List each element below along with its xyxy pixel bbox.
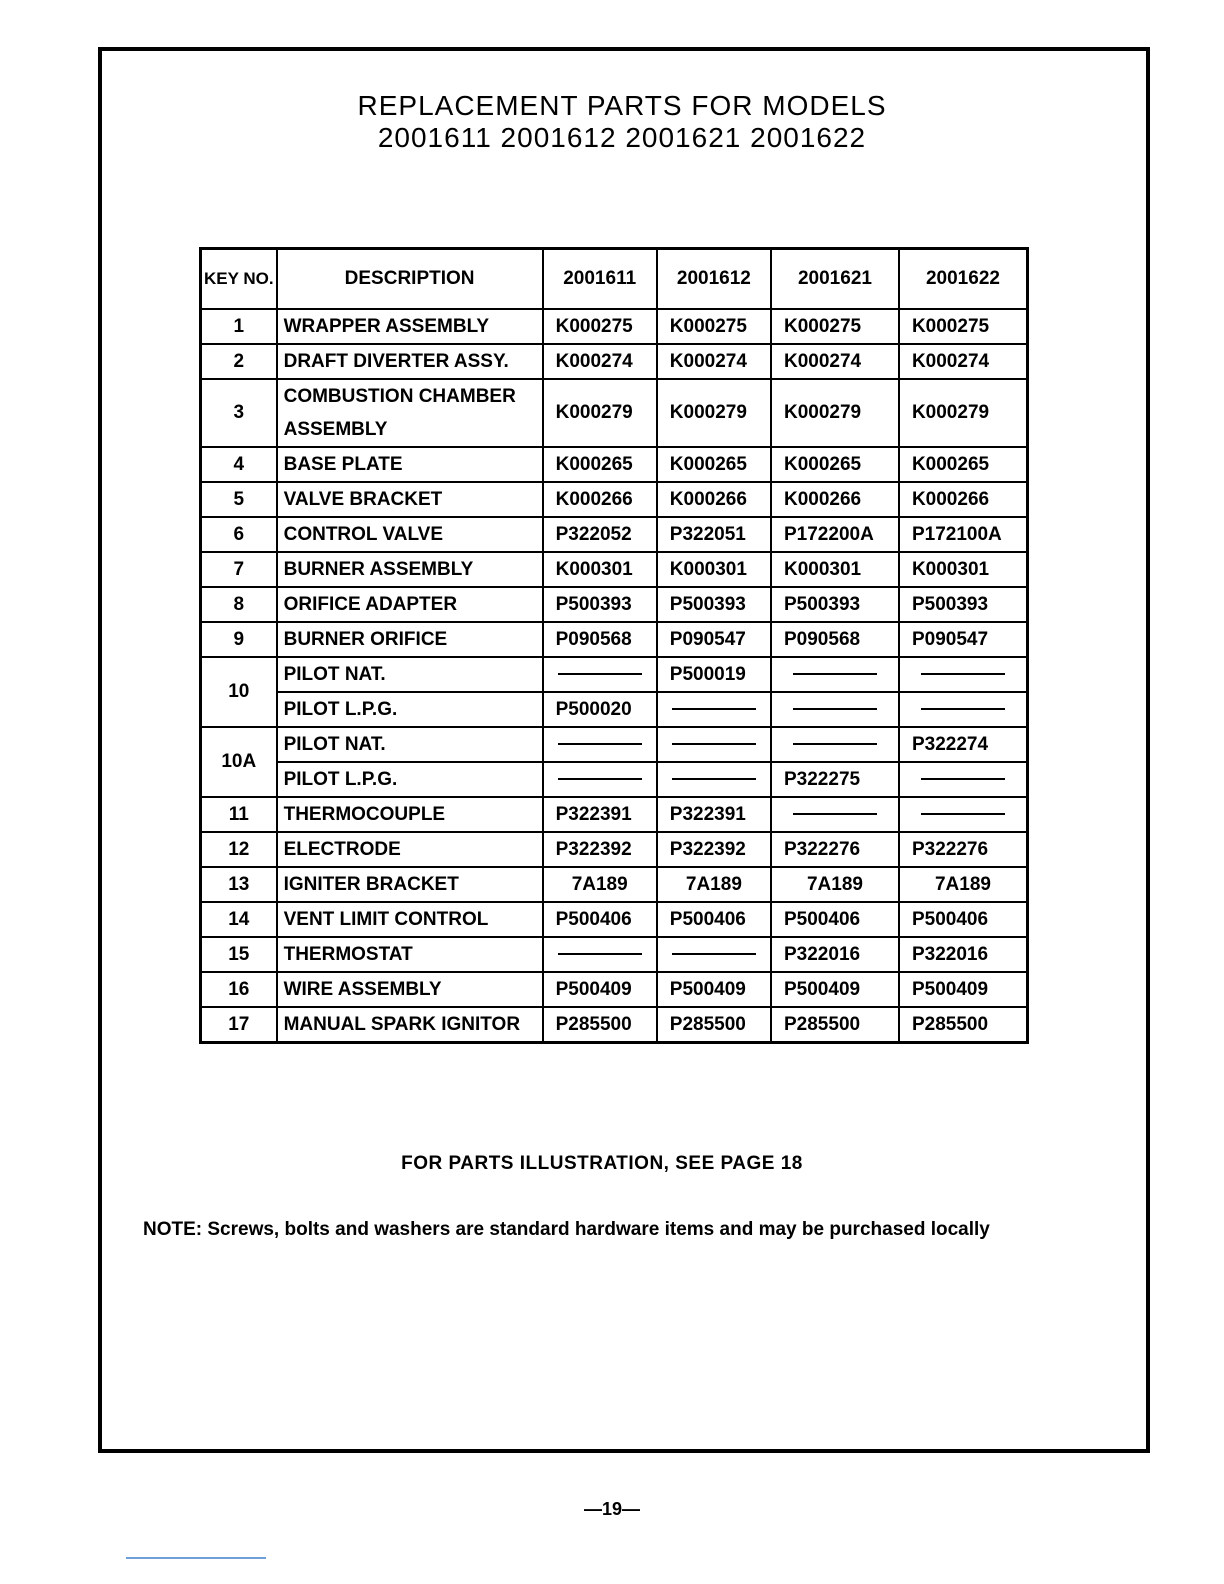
key-number-cell: 12 xyxy=(201,832,277,867)
part-number-cell: P500406 xyxy=(543,902,657,937)
part-number-cell: P500409 xyxy=(771,972,899,1007)
part-number-cell: P500019 xyxy=(657,657,771,692)
part-number-cell: K000274 xyxy=(543,344,657,379)
description-cell: DRAFT DIVERTER ASSY. xyxy=(277,344,543,379)
part-number-cell xyxy=(899,797,1028,832)
part-number-cell: P322016 xyxy=(899,937,1028,972)
part-number-cell: K000266 xyxy=(657,482,771,517)
not-applicable-dash xyxy=(672,778,756,780)
not-applicable-dash xyxy=(558,673,642,675)
table-row xyxy=(201,797,1028,832)
part-number-cell xyxy=(899,657,1028,692)
part-number-cell: P172100A xyxy=(899,517,1028,552)
key-number-cell: 3 xyxy=(201,379,277,447)
table-row xyxy=(201,379,1028,447)
part-number-cell: K000274 xyxy=(899,344,1028,379)
table-row xyxy=(201,587,1028,622)
key-number-cell: 6 xyxy=(201,517,277,552)
header-description: DESCRIPTION xyxy=(277,249,543,310)
table-row xyxy=(201,622,1028,657)
table-row xyxy=(201,867,1028,902)
key-number-cell: 17 xyxy=(201,1007,277,1043)
key-number-cell: 2 xyxy=(201,344,277,379)
header-model-2001621: 2001621 xyxy=(771,249,899,310)
not-applicable-dash xyxy=(558,743,642,745)
part-number-cell: P285500 xyxy=(543,1007,657,1043)
description-cell: VENT LIMIT CONTROL xyxy=(277,902,543,937)
part-number-cell xyxy=(771,727,899,762)
part-number-cell: P500406 xyxy=(899,902,1028,937)
description-cell: PILOT L.P.G. xyxy=(277,692,543,727)
part-number-cell: P322051 xyxy=(657,517,771,552)
not-applicable-dash xyxy=(921,778,1005,780)
table-row xyxy=(201,692,1028,727)
part-number-cell: P090568 xyxy=(771,622,899,657)
part-number-cell xyxy=(899,692,1028,727)
part-number-cell: P285500 xyxy=(771,1007,899,1043)
table-row xyxy=(201,937,1028,972)
key-number-cell: 1 xyxy=(201,309,277,344)
part-number-cell: P322276 xyxy=(899,832,1028,867)
table-row xyxy=(201,1007,1028,1043)
table-row xyxy=(201,517,1028,552)
key-number-cell: 5 xyxy=(201,482,277,517)
not-applicable-dash xyxy=(921,813,1005,815)
part-number-cell: K000301 xyxy=(899,552,1028,587)
table-row xyxy=(201,344,1028,379)
part-number-cell: P500406 xyxy=(771,902,899,937)
part-number-cell: P322016 xyxy=(771,937,899,972)
part-number-cell: K000275 xyxy=(657,309,771,344)
table-header-row xyxy=(201,249,1028,310)
key-number-cell: 16 xyxy=(201,972,277,1007)
header-model-2001611: 2001611 xyxy=(543,249,657,310)
title-line-1: REPLACEMENT PARTS FOR MODELS xyxy=(357,90,887,121)
table-row xyxy=(201,762,1028,797)
part-number-cell: K000279 xyxy=(771,379,899,447)
part-number-cell: P172200A xyxy=(771,517,899,552)
description-cell: WIRE ASSEMBLY xyxy=(277,972,543,1007)
part-number-cell: 7A189 xyxy=(771,867,899,902)
part-number-cell: K000301 xyxy=(657,552,771,587)
description-cell: IGNITER BRACKET xyxy=(277,867,543,902)
part-number-cell: K000266 xyxy=(899,482,1028,517)
part-number-cell: P500393 xyxy=(899,587,1028,622)
part-number-cell: K000274 xyxy=(771,344,899,379)
page-number: —19— xyxy=(583,1499,641,1519)
not-applicable-dash xyxy=(793,743,877,745)
part-number-cell xyxy=(657,692,771,727)
part-number-cell: P090547 xyxy=(657,622,771,657)
part-number-cell: P500393 xyxy=(543,587,657,622)
page-title xyxy=(0,90,1224,154)
part-number-cell: K000279 xyxy=(543,379,657,447)
part-number-cell xyxy=(543,727,657,762)
part-number-cell: P500393 xyxy=(657,587,771,622)
not-applicable-dash xyxy=(793,673,877,675)
description-cell: WRAPPER ASSEMBLY xyxy=(277,309,543,344)
part-number-cell: P285500 xyxy=(657,1007,771,1043)
key-number-cell: 11 xyxy=(201,797,277,832)
description-cell: VALVE BRACKET xyxy=(277,482,543,517)
table-row xyxy=(201,309,1028,344)
part-number-cell: K000274 xyxy=(657,344,771,379)
part-number-cell: P500020 xyxy=(543,692,657,727)
part-number-cell xyxy=(771,692,899,727)
not-applicable-dash xyxy=(672,953,756,955)
not-applicable-dash xyxy=(793,813,877,815)
description-cell: MANUAL SPARK IGNITOR xyxy=(277,1007,543,1043)
part-number-cell: P500393 xyxy=(771,587,899,622)
part-number-cell: P500409 xyxy=(657,972,771,1007)
not-applicable-dash xyxy=(672,708,756,710)
part-number-cell: P322392 xyxy=(543,832,657,867)
part-number-cell xyxy=(899,762,1028,797)
table-row xyxy=(201,727,1028,762)
part-number-cell: K000275 xyxy=(543,309,657,344)
part-number-cell xyxy=(771,657,899,692)
key-number-cell: 15 xyxy=(201,937,277,972)
key-number-cell: 4 xyxy=(201,447,277,482)
description-cell: PILOT L.P.G. xyxy=(277,762,543,797)
hardware-note: NOTE: Screws, bolts and washers are standard hardware items and may be purchased locally xyxy=(143,1219,990,1240)
part-number-cell xyxy=(657,727,771,762)
description-cell: BURNER ASSEMBLY xyxy=(277,552,543,587)
title-line-2: 2001611 2001612 2001621 2001622 xyxy=(377,122,867,153)
part-number-cell: P322274 xyxy=(899,727,1028,762)
description-cell: THERMOSTAT xyxy=(277,937,543,972)
part-number-cell: K000265 xyxy=(771,447,899,482)
part-number-cell xyxy=(543,937,657,972)
description-cell: PILOT NAT. xyxy=(277,657,543,692)
description-cell: COMBUSTION CHAMBER ASSEMBLY xyxy=(277,379,543,447)
part-number-cell: P322276 xyxy=(771,832,899,867)
key-number-cell: 14 xyxy=(201,902,277,937)
table-row xyxy=(201,447,1028,482)
part-number-cell xyxy=(657,762,771,797)
table-row xyxy=(201,902,1028,937)
part-number-cell: P322391 xyxy=(543,797,657,832)
key-number-cell: 10A xyxy=(201,727,277,797)
part-number-cell: 7A189 xyxy=(899,867,1028,902)
part-number-cell: P322275 xyxy=(771,762,899,797)
part-number-cell xyxy=(543,762,657,797)
footer-rule xyxy=(126,1557,266,1559)
part-number-cell: K000266 xyxy=(543,482,657,517)
part-number-cell: K000265 xyxy=(899,447,1028,482)
table-row xyxy=(201,832,1028,867)
part-number-cell: P500409 xyxy=(543,972,657,1007)
table-row xyxy=(201,482,1028,517)
part-number-cell xyxy=(657,937,771,972)
not-applicable-dash xyxy=(921,708,1005,710)
part-number-cell xyxy=(543,657,657,692)
part-number-cell: K000301 xyxy=(771,552,899,587)
part-number-cell: P322392 xyxy=(657,832,771,867)
not-applicable-dash xyxy=(793,708,877,710)
table-row xyxy=(201,657,1028,692)
part-number-cell: P322391 xyxy=(657,797,771,832)
parts-table-body xyxy=(201,309,1028,1043)
part-number-cell: K000275 xyxy=(771,309,899,344)
description-cell: ORIFICE ADAPTER xyxy=(277,587,543,622)
part-number-cell xyxy=(771,797,899,832)
table-row xyxy=(201,552,1028,587)
part-number-cell: P322052 xyxy=(543,517,657,552)
not-applicable-dash xyxy=(558,778,642,780)
description-cell: BURNER ORIFICE xyxy=(277,622,543,657)
part-number-cell: K000266 xyxy=(771,482,899,517)
key-number-cell: 13 xyxy=(201,867,277,902)
part-number-cell: P500406 xyxy=(657,902,771,937)
part-number-cell: P500409 xyxy=(899,972,1028,1007)
part-number-cell: 7A189 xyxy=(543,867,657,902)
header-key-no: KEY NO. xyxy=(201,249,277,310)
part-number-cell: K000279 xyxy=(657,379,771,447)
part-number-cell: P090547 xyxy=(899,622,1028,657)
part-number-cell: K000301 xyxy=(543,552,657,587)
replacement-parts-table xyxy=(199,247,1029,1044)
description-cell: CONTROL VALVE xyxy=(277,517,543,552)
part-number-cell: 7A189 xyxy=(657,867,771,902)
description-cell: BASE PLATE xyxy=(277,447,543,482)
header-model-2001622: 2001622 xyxy=(899,249,1028,310)
description-cell: PILOT NAT. xyxy=(277,727,543,762)
part-number-cell: K000265 xyxy=(657,447,771,482)
not-applicable-dash xyxy=(558,953,642,955)
part-number-cell: P285500 xyxy=(899,1007,1028,1043)
key-number-cell: 8 xyxy=(201,587,277,622)
part-number-cell: K000279 xyxy=(899,379,1028,447)
illustration-reference: FOR PARTS ILLUSTRATION, SEE PAGE 18 xyxy=(401,1153,803,1174)
not-applicable-dash xyxy=(921,673,1005,675)
description-cell: THERMOCOUPLE xyxy=(277,797,543,832)
key-number-cell: 9 xyxy=(201,622,277,657)
part-number-cell: P090568 xyxy=(543,622,657,657)
header-model-2001612: 2001612 xyxy=(657,249,771,310)
key-number-cell: 7 xyxy=(201,552,277,587)
not-applicable-dash xyxy=(672,743,756,745)
description-cell: ELECTRODE xyxy=(277,832,543,867)
table-row xyxy=(201,972,1028,1007)
part-number-cell: K000275 xyxy=(899,309,1028,344)
part-number-cell: K000265 xyxy=(543,447,657,482)
key-number-cell: 10 xyxy=(201,657,277,727)
